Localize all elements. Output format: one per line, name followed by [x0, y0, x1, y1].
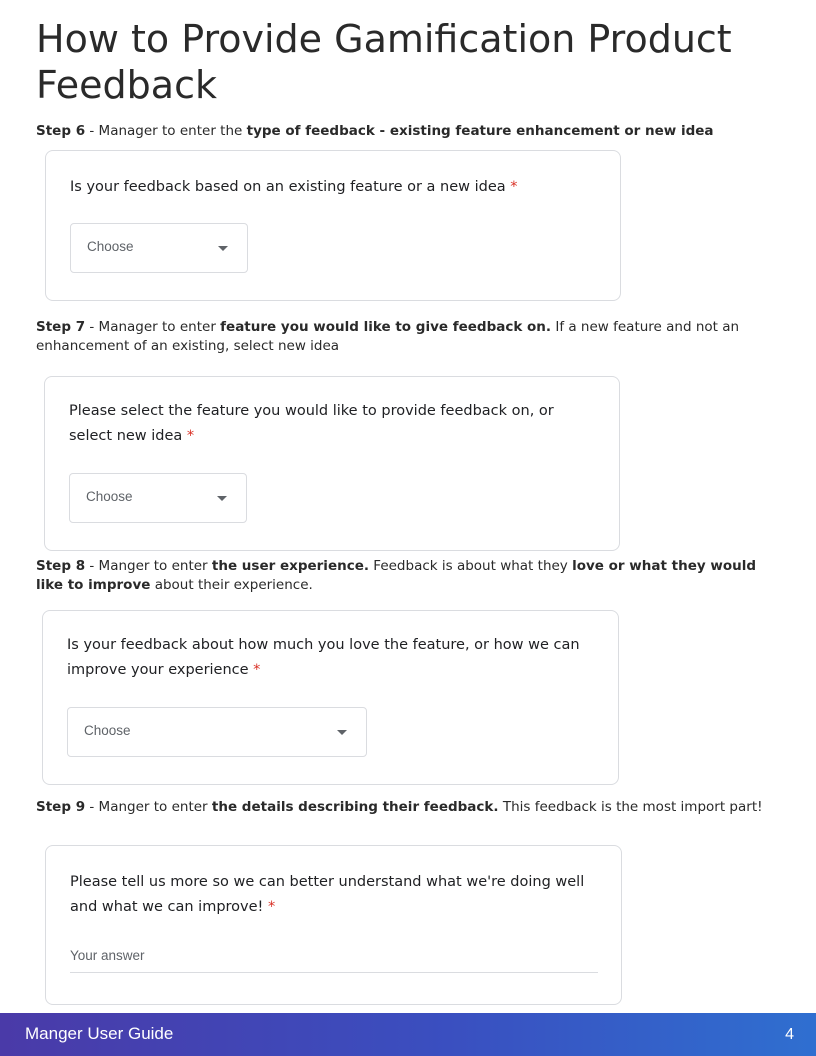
feedback-details-input[interactable]: Your answer: [70, 948, 598, 973]
step-8-instruction: Step 8 - Manger to enter the user experience. Feedback is about what they love or what they would like to improve about their experience.: [36, 558, 756, 593]
select-value: Choose: [84, 723, 131, 738]
footer-label: Manger User Guide: [25, 1024, 174, 1043]
required-asterisk: *: [267, 899, 276, 915]
feature-select[interactable]: [69, 473, 247, 523]
required-asterisk: *: [253, 662, 261, 678]
page-title: How to Provide Gamification Product Feedback: [36, 17, 732, 107]
select-value: Choose: [86, 489, 133, 504]
step-label: Step 6: [36, 123, 86, 139]
question-label: Please tell us more so we can better understand what we're doing well and what we can improve! *: [70, 874, 585, 915]
step-label: Step 8: [36, 558, 86, 574]
required-asterisk: *: [510, 179, 518, 195]
required-asterisk: *: [186, 428, 195, 444]
step-9-form-card: [45, 845, 622, 1005]
step-6-instruction: Step 6 - Manager to enter the type of feedback - existing feature enhancement or new idea: [36, 123, 714, 139]
step-label: Step 7: [36, 319, 86, 335]
feedback-type-select[interactable]: [70, 223, 248, 273]
step-label: Step 9: [36, 799, 86, 815]
step-7-form-card: [44, 376, 620, 551]
caret-down-icon: [217, 496, 227, 501]
step-9-instruction: Step 9 - Manger to enter the details describing their feedback. This feedback is the most import part!: [36, 799, 763, 815]
question-label: Is your feedback based on an existing feature or a new idea *: [70, 179, 518, 195]
caret-down-icon: [218, 246, 228, 251]
caret-down-icon: [337, 730, 347, 735]
footer-bar: [0, 1013, 816, 1056]
step-8-form-card: [42, 610, 619, 785]
select-value: Choose: [87, 239, 134, 254]
page-number: 4: [785, 1026, 794, 1043]
step-7-instruction: Step 7 - Manager to enter feature you would like to give feedback on. If a new feature and not an enhancement of an existing, select new idea: [36, 319, 740, 354]
question-label: Is your feedback about how much you love the feature, or how we can improve your experience *: [67, 637, 580, 678]
step-6-form-card: [45, 150, 621, 301]
experience-select[interactable]: [67, 707, 367, 757]
question-label: Please select the feature you would like to provide feedback on, or select new idea *: [69, 403, 554, 444]
